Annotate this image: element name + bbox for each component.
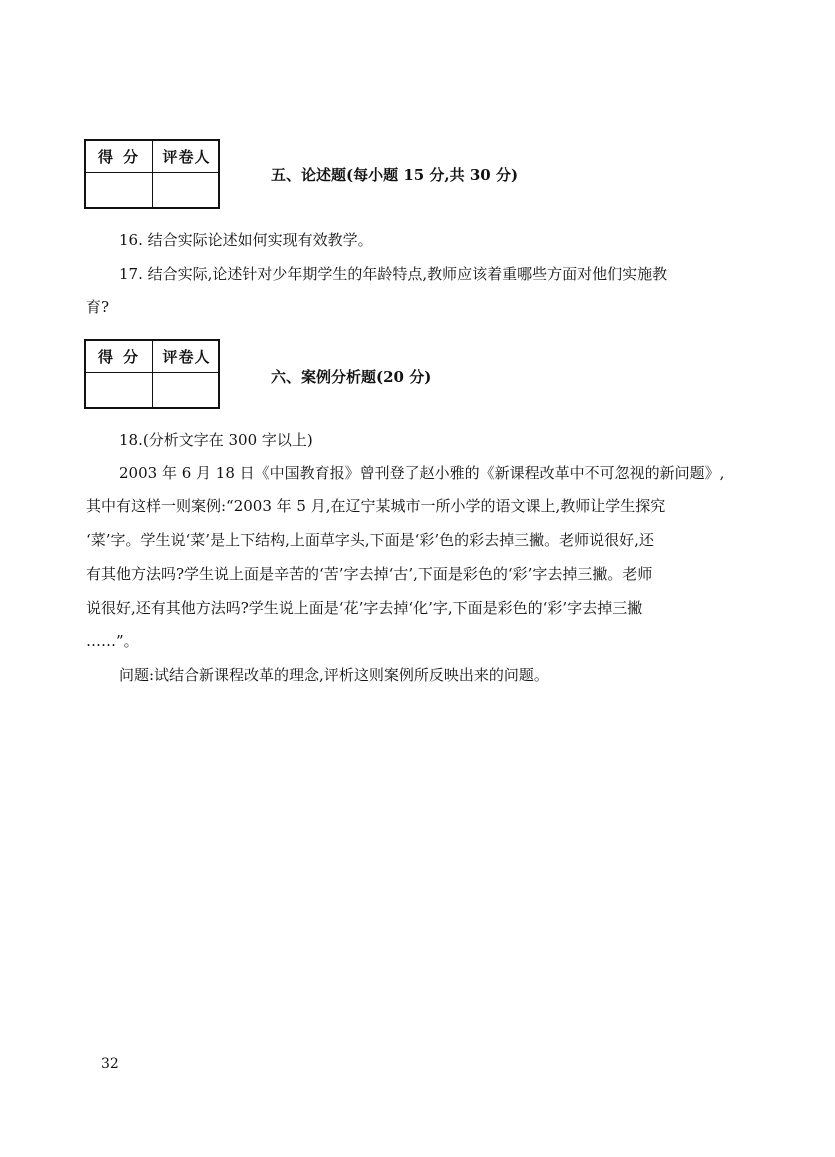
grader-label: 评卷人 (153, 341, 220, 373)
section-5-title: 五、论述题(每小题 15 分,共 30 分) (271, 166, 519, 184)
question-16: 16. 结合实际论述如何实现有效教学。 (119, 231, 373, 249)
case-question: 问题:试结合新课程改革的理念,评析这则案例所反映出来的问题。 (119, 666, 549, 684)
grader-cell[interactable] (153, 173, 220, 207)
case-line-4: 有其他方法吗?学生说上面是辛苦的‘苦’字去掉‘古’,下面是彩色的‘彩’字去掉三撇。老师 (86, 565, 653, 583)
grader-label: 评卷人 (153, 141, 220, 173)
question-17-line-2: 育? (86, 298, 110, 316)
case-line-2: 其中有这样一则案例:“2003 年 5 月,在辽宁某城市一所小学的语文课上,教师让学生探究 (86, 497, 666, 515)
score-cell[interactable] (86, 173, 153, 207)
question-17-line-1: 17. 结合实际,论述针对少年期学生的年龄特点,教师应该着重哪些方面对他们实施教 (119, 265, 668, 283)
page-number: 32 (101, 1056, 119, 1072)
grader-cell[interactable] (153, 373, 220, 407)
case-line-5: 说很好,还有其他方法吗?学生说上面是‘花’字去掉‘化’字,下面是彩色的‘彩’字去掉三撇 (86, 599, 643, 617)
question-18-header: 18.(分析文字在 300 字以上) (119, 431, 313, 449)
case-line-6: ……”。 (86, 632, 139, 650)
score-cell[interactable] (86, 373, 153, 407)
case-line-3: ‘菜’字。学生说‘菜’是上下结构,上面草字头,下面是‘彩’色的彩去掉三撇。老师说很好,还 (86, 531, 654, 549)
score-label: 得分 (86, 341, 153, 373)
score-box-section-5 (84, 139, 220, 209)
case-line-1: 2003 年 6 月 18 日《中国教育报》曾刊登了赵小雅的《新课程改革中不可忽视的新问题》, (119, 464, 725, 482)
score-label: 得分 (86, 141, 153, 173)
score-box-section-6 (84, 339, 220, 409)
section-6-title: 六、案例分析题(20 分) (271, 368, 432, 386)
